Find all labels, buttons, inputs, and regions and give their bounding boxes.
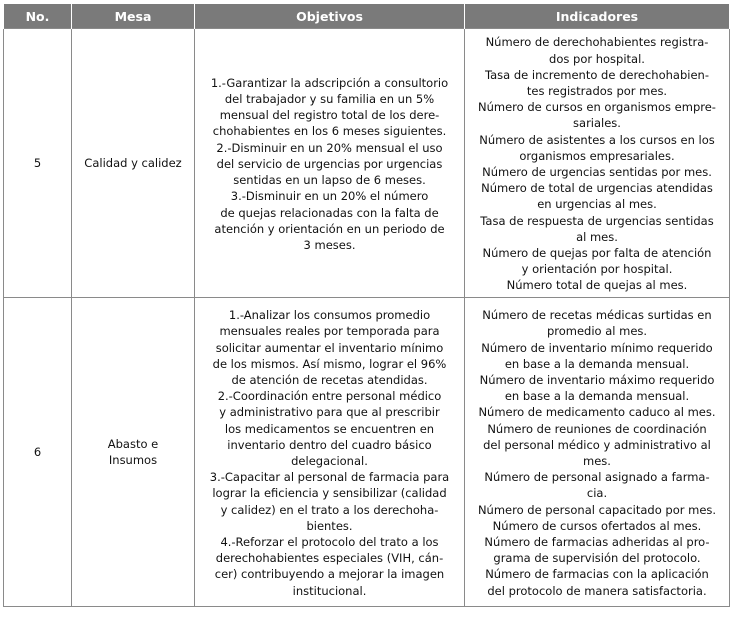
objective-line: cer) contribuyendo a mejorar la imagen <box>214 567 445 582</box>
indicator-line: al mes. <box>576 229 618 244</box>
mesa-cell <box>72 29 195 298</box>
objective-line: inventario dentro del cuadro básico <box>227 437 432 452</box>
indicator-line: cia. <box>586 486 608 501</box>
indicator-line: Número de quejas por falta de atención <box>482 246 712 261</box>
objective-line: 2.-Disminuir en un 20% mensual el uso <box>216 140 443 155</box>
indicator-line: Número de urgencias sentidas por mes. <box>482 165 712 179</box>
objective-line: mensual del registro total de los dere- <box>219 108 440 123</box>
objective-line: 1.-Garantizar la adscripción a consultorio <box>210 75 449 90</box>
objetivos-cell <box>195 29 465 298</box>
indicator-line: Número de total de urgencias atendidas <box>481 181 713 196</box>
objective-line: delegacional. <box>291 454 368 468</box>
indicator-line: del protocolo de manera satisfactoria. <box>487 583 707 598</box>
objective-line: de los mismos. Así mismo, lograr el 96% <box>212 356 447 371</box>
table-row <box>4 29 730 298</box>
objective-line: 1.-Analizar los consumos promedio <box>228 308 431 323</box>
objective-line: 2.-Coordinación entre personal médico <box>217 389 442 404</box>
objective-line: 4.-Reforzar el protocolo del trato a los <box>220 535 439 550</box>
indicator-line: Número de cursos en organismos empre- <box>478 100 716 115</box>
indicator-line: tes registrados por mes. <box>526 83 668 98</box>
objetivos-cell <box>195 298 465 607</box>
indicator-line: y orientación por hospital. <box>521 262 673 277</box>
objective-line: atención y orientación en un periodo de <box>214 221 445 236</box>
objective-line: del servicio de urgencias por urgencias <box>216 156 443 171</box>
header-mesa: Mesa <box>72 4 195 29</box>
header-indicadores: Indicadores <box>465 4 730 29</box>
table-header-row <box>4 4 730 29</box>
indicator-line: Número de personal capacitado por mes. <box>477 502 717 517</box>
indicator-line: Número de cursos ofertados al mes. <box>492 518 702 533</box>
objective-line: chohabientes en los 6 meses siguientes. <box>212 124 447 139</box>
row-number: 6 <box>4 298 72 607</box>
objective-line: derechohabientes especiales (VIH, cán- <box>215 551 444 566</box>
indicator-line: en base a la demanda mensual. <box>504 356 690 371</box>
indicator-line: promedio al mes. <box>546 324 648 339</box>
indicator-line: Número de inventario mínimo requerido <box>481 340 713 355</box>
mesa-name: Calidad y calidez <box>84 156 182 170</box>
indicadores-cell <box>465 298 730 607</box>
header-objetivos: Objetivos <box>195 4 465 29</box>
indicator-line: Número de inventario máximo requerido <box>479 372 715 387</box>
objective-line: 3.-Capacitar al personal de farmacia para <box>209 470 450 485</box>
header-no: No. <box>4 4 72 29</box>
indicator-line: Número total de quejas al mes. <box>506 278 688 293</box>
indicator-line: del personal médico y administrativo al <box>483 437 711 452</box>
indicator-line: Número de derechohabientes registra- <box>485 35 709 50</box>
mesa-name: Insumos <box>108 453 158 467</box>
mesa-name: Abasto e <box>107 437 159 451</box>
objective-line: y calidez) en el trato a los derechoha- <box>220 502 439 517</box>
indicator-line: organismos empresariales. <box>519 148 675 163</box>
row-number: 5 <box>4 29 72 298</box>
objective-line: institucional. <box>292 583 367 598</box>
indicator-line: Número de reuniones de coordinación <box>487 421 707 436</box>
objective-line: de quejas relacionadas con la falta de <box>220 205 439 220</box>
indicator-line: Número de farmacias con la aplicación <box>485 567 709 582</box>
indicadores-cell <box>465 29 730 298</box>
indicator-line: en urgencias al mes. <box>537 197 657 212</box>
indicator-line: Número de medicamento caduco al mes. <box>478 405 716 420</box>
objective-line: mensuales reales por temporada para <box>219 324 440 339</box>
objective-line: y administrativo para que al prescribir <box>219 405 440 420</box>
objective-line: del trabajador y su familia en un 5% <box>224 92 435 107</box>
indicator-line: dos por hospital. <box>549 51 645 66</box>
indicator-line: en base a la demanda mensual. <box>504 389 690 404</box>
objective-line: de atención de recetas atendidas. <box>231 372 428 387</box>
indicator-line: grama de supervisión del protocolo. <box>493 551 701 566</box>
objective-line: 3.-Disminuir en un 20% el número <box>230 189 429 204</box>
objective-line: 3 meses. <box>303 237 356 252</box>
objective-line: sentidas en un lapso de 6 meses. <box>233 173 426 188</box>
indicator-line: Tasa de respuesta de urgencias sentidas <box>480 213 714 228</box>
indicator-line: Número de recetas médicas surtidas en <box>482 308 712 323</box>
indicator-line: Número de farmacias adheridas al pro- <box>484 535 710 550</box>
indicator-line: sariales. <box>573 116 621 131</box>
indicator-line: Número de personal asignado a farma- <box>484 470 710 485</box>
indicator-line: Número de asistentes a los cursos en los <box>479 132 715 147</box>
objectives-table <box>3 4 730 607</box>
indicator-line: Tasa de incremento de derechohabien- <box>485 67 709 82</box>
indicator-line: mes. <box>583 454 611 468</box>
objective-line: solicitar aumentar el inventario mínimo <box>215 340 444 355</box>
mesa-cell <box>72 298 195 607</box>
objective-line: lograr la eficiencia y sensibilizar (calidad <box>212 486 447 501</box>
table-row <box>4 298 730 607</box>
objective-line: los medicamentos se encuentren en <box>224 421 435 436</box>
objective-line: bientes. <box>306 518 353 533</box>
